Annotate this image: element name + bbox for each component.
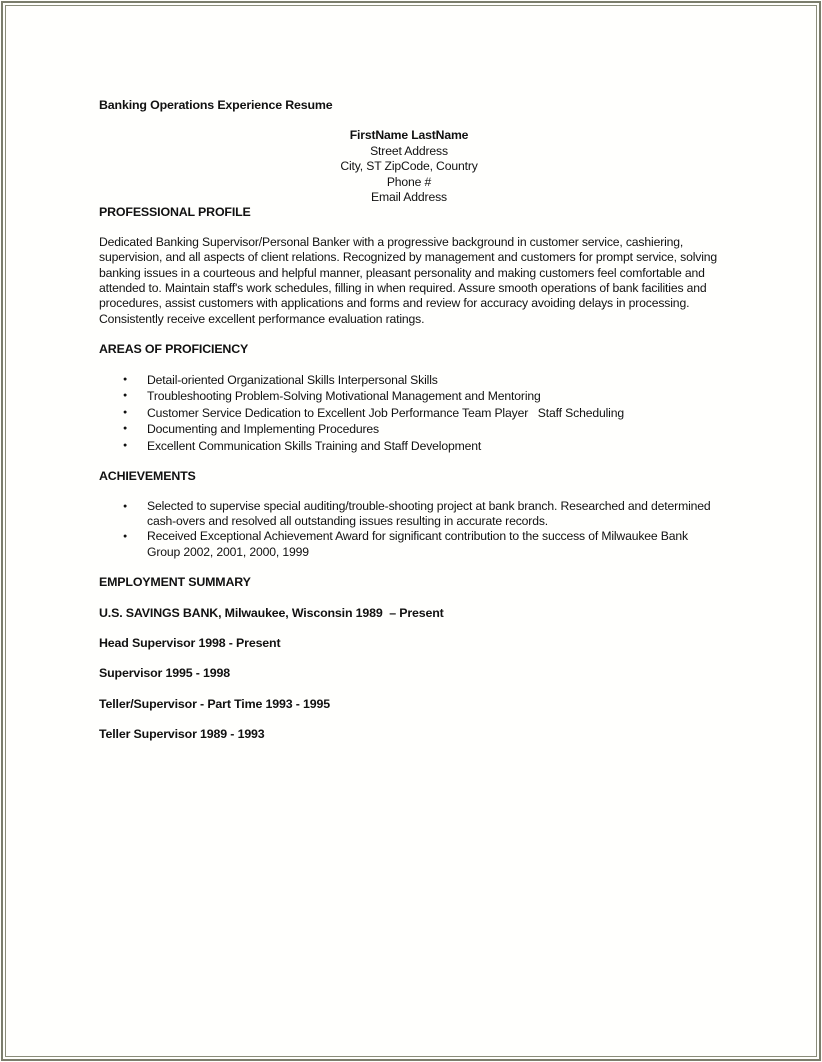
position-item: Supervisor 1995 - 1998 (99, 666, 231, 681)
list-item: ● Excellent Communication Skills Training and Staff Development (99, 438, 719, 455)
resume-document (99, 98, 719, 743)
contact-phone: Phone # (386, 174, 432, 189)
achievements-heading: ACHIEVEMENTS (99, 469, 196, 484)
proficiency-heading: AREAS OF PROFICIENCY (99, 342, 249, 357)
list-item: ● Detail-oriented Organizational Skills Interpersonal Skills (99, 372, 719, 389)
contact-block (99, 128, 719, 205)
achievements-list (99, 499, 719, 561)
employer-line: U.S. SAVINGS BANK, Milwaukee, Wisconsin 1989 – Present (99, 605, 444, 620)
contact-email: Email Address (371, 190, 447, 205)
list-item: ● Documenting and Implementing Procedures (99, 421, 719, 438)
position-item: Head Supervisor 1998 - Present (99, 636, 281, 651)
profile-heading: PROFESSIONAL PROFILE (99, 205, 251, 220)
employment-heading: EMPLOYMENT SUMMARY (99, 575, 251, 590)
contact-city: City, ST ZipCode, Country (340, 159, 478, 174)
list-item: ● Troubleshooting Problem-Solving Motivational Management and Mentoring (99, 388, 719, 405)
document-title: Banking Operations Experience Resume (99, 98, 333, 112)
list-item: ● Customer Service Dedication to Excellent Job Performance Team Player Staff Scheduling (99, 405, 719, 422)
position-item: Teller/Supervisor - Part Time 1993 - 1995 (99, 696, 330, 711)
list-item: ● Received Exceptional Achievement Award for significant contribution to the success of Milwaukee Bank Group 2002, 2001, 2000, 1999 (99, 529, 719, 560)
list-item: ● Selected to supervise special auditing/trouble-shooting project at bank branch. Researched and determined cash-overs and resolved all outstanding issues resulting in accurate records. (99, 499, 719, 530)
contact-street: Street Address (370, 143, 448, 158)
contact-name: FirstName LastName (349, 128, 469, 143)
proficiency-list (99, 372, 719, 455)
profile-text: Dedicated Banking Supervisor/Personal Banker with a progressive background in customer service, cashiering, supervision, and all aspects of client relations. Recognized by management and customers for prompt service, solving banking issues in a courteous and helpful manner, pleasant personality and making customers feel comfortable and attended to. Maintain staff's work schedules, filling in when required. Assure smooth operations of bank facilities and procedures, assist customers with applications and forms and review for accuracy avoiding delays in processing. Consistently receive excellent performance evaluation ratings. (99, 234, 718, 326)
position-item: Teller Supervisor 1989 - 1993 (99, 727, 265, 742)
